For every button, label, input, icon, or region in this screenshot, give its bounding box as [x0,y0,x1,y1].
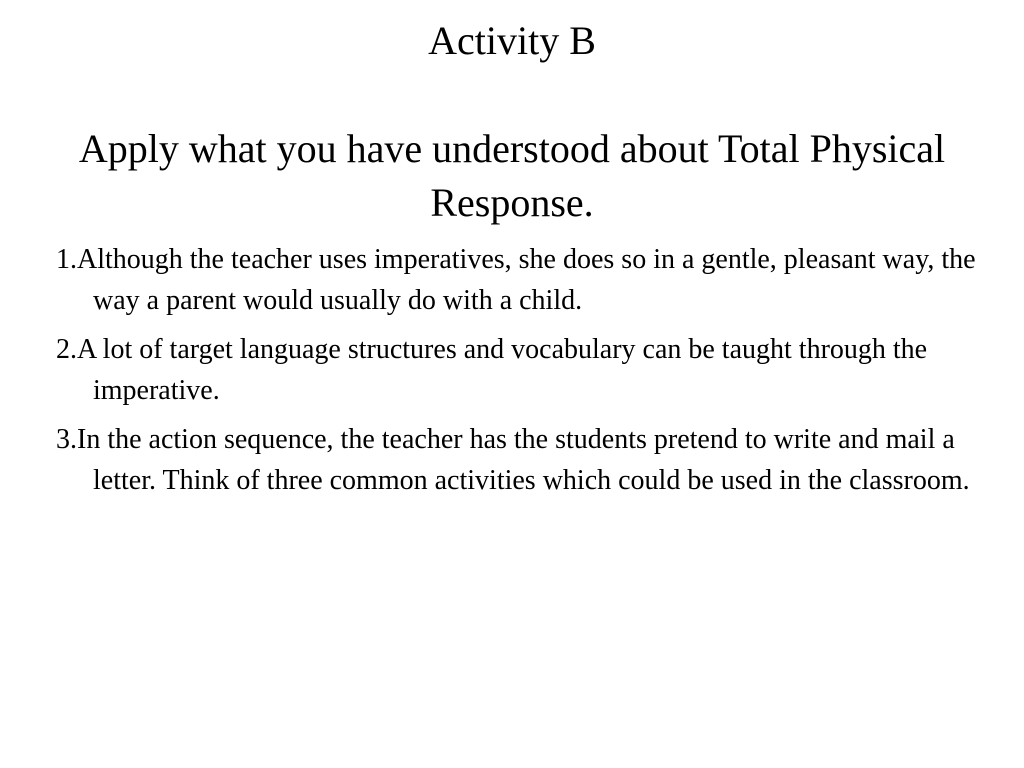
activity-heading: Activity B [428,18,596,63]
slide-title [0,14,1024,230]
instruction-line-1: Apply what you have understood about Total Physical [78,126,946,171]
activity-item-list [56,240,1006,510]
instruction-line-2: Response. [430,180,594,225]
activity-item-1: 1.Although the teacher uses imperatives, she does so in a gentle, pleasant way, the way a parent would usually do with a child. [56,244,976,316]
activity-item-2: 2.A lot of target language structures and vocabulary can be taught through the imperative. [56,334,928,406]
activity-item-3: 3.In the action sequence, the teacher has the students pretend to write and mail a letter. Think of three common activities which could be used in the classroom. [56,424,970,496]
title-spacer [0,68,1024,122]
